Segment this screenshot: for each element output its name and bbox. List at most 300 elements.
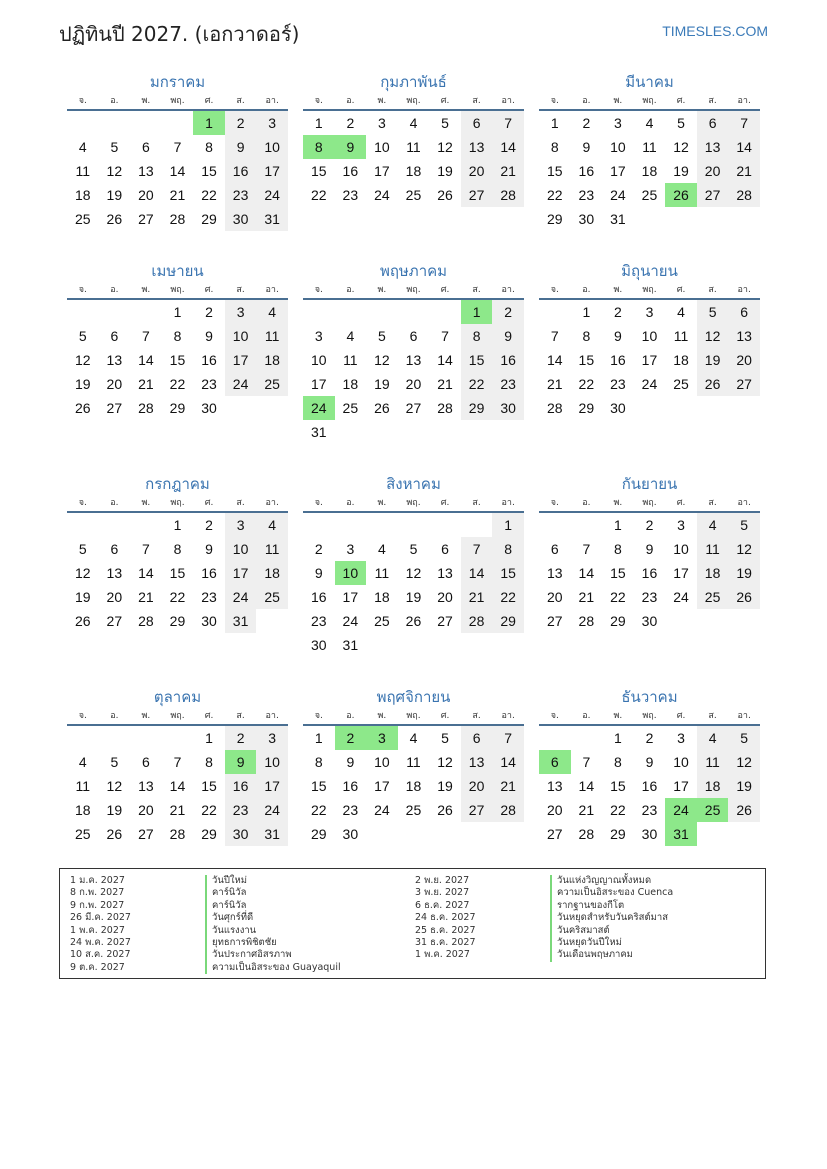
day-cell: 17 (610, 163, 626, 179)
day-cell: 29 (310, 826, 327, 842)
holiday-date: 1 พ.ค. 2027 (70, 924, 125, 936)
day-cell: 16 (492, 348, 524, 372)
day-cell: 18 (697, 561, 729, 585)
empty-cell (162, 111, 194, 135)
day-cell: 25 (74, 211, 91, 227)
day-cell: 10 (225, 537, 257, 561)
day-cell: 9 (645, 754, 654, 770)
day-cell: 9 (225, 750, 257, 774)
holiday-name: ยุทธการพิชิตชัย (205, 937, 341, 949)
weekday-label: อ. (582, 285, 591, 295)
weekday-header (67, 282, 288, 300)
day-cell: 2 (492, 300, 524, 324)
month-name: มิถุนายน (621, 262, 678, 280)
weekday-label: จ. (78, 498, 87, 508)
holiday-name: วันแรงงาน (205, 925, 341, 937)
day-cell: 11 (75, 163, 91, 179)
weekday-label: อ. (110, 285, 119, 295)
day-cell: 9 (225, 135, 257, 159)
empty-cell (99, 513, 131, 537)
day-cell: 8 (205, 139, 213, 155)
weekday-label: ศ. (204, 711, 214, 721)
day-cell: 9 (582, 139, 591, 155)
day-cell: 14 (492, 750, 524, 774)
day-cell: 19 (728, 561, 760, 585)
day-cell: 3 (677, 517, 685, 533)
day-cell: 8 (314, 754, 323, 770)
day-cell: 19 (74, 589, 91, 605)
day-cell: 20 (546, 802, 563, 818)
day-cell: 6 (142, 139, 150, 155)
day-cell: 19 (106, 187, 123, 203)
day-cell: 1 (550, 115, 559, 131)
day-cell: 21 (138, 376, 154, 392)
day-cell: 13 (546, 778, 563, 794)
month-name: มกราคม (149, 73, 206, 91)
weekday-label: จ. (550, 498, 559, 508)
day-cell: 24 (641, 376, 658, 392)
day-cell: 8 (614, 541, 622, 557)
day-cell: 4 (256, 513, 288, 537)
day-cell: 30 (492, 396, 524, 420)
empty-cell (67, 111, 99, 135)
day-cell: 30 (641, 826, 658, 842)
day-cell: 23 (310, 613, 327, 629)
day-cell: 12 (405, 565, 422, 581)
day-cell: 8 (550, 139, 559, 155)
day-cell: 5 (728, 726, 760, 750)
day-cell: 1 (173, 304, 182, 320)
empty-cell (571, 513, 603, 537)
weekday-label: พฤ. (642, 498, 657, 508)
day-cell: 1 (193, 111, 225, 135)
day-cell: 22 (610, 802, 626, 818)
day-cell: 3 (645, 304, 654, 320)
day-cell: 25 (697, 585, 729, 609)
day-cell: 22 (492, 585, 524, 609)
day-cell: 28 (578, 613, 595, 629)
day-cell: 1 (461, 300, 493, 324)
day-cell: 20 (106, 589, 123, 605)
weekday-label: ส. (708, 711, 717, 721)
day-cell: 2 (645, 730, 654, 746)
weekday-label: ศ. (204, 285, 214, 295)
day-cell: 30 (641, 613, 658, 629)
day-cell: 17 (310, 376, 327, 392)
day-cell: 31 (256, 207, 288, 231)
weekday-label: จ. (78, 711, 87, 721)
day-cell: 21 (437, 376, 453, 392)
day-cell: 12 (437, 754, 453, 770)
day-cell: 6 (110, 328, 119, 344)
empty-cell (539, 300, 571, 324)
day-cell: 14 (437, 352, 453, 368)
weekday-label: จ. (314, 96, 323, 106)
day-cell: 31 (610, 211, 626, 227)
day-cell: 7 (441, 328, 449, 344)
day-cell: 14 (138, 565, 154, 581)
day-cell: 16 (201, 352, 217, 368)
day-cell: 10 (673, 541, 689, 557)
weekday-label: จ. (314, 285, 323, 295)
day-cell: 14 (546, 352, 563, 368)
holiday-date: 1 พ.ค. 2027 (415, 949, 470, 961)
weekday-header (303, 93, 524, 111)
day-grid (539, 513, 760, 633)
holiday-name: ความเป็นอิสระของ Guayaquil (205, 962, 341, 974)
day-cell: 11 (75, 778, 91, 794)
day-cell: 12 (728, 750, 760, 774)
month-block (539, 260, 760, 420)
day-cell: 22 (310, 187, 327, 203)
day-cell: 15 (310, 163, 327, 179)
weekday-label: พ. (613, 96, 623, 106)
weekday-label: ส. (708, 498, 717, 508)
day-cell: 31 (310, 424, 327, 440)
day-cell: 3 (225, 513, 257, 537)
day-cell: 16 (310, 589, 327, 605)
day-cell: 18 (342, 376, 359, 392)
day-cell: 2 (335, 726, 367, 750)
day-cell: 31 (256, 822, 288, 846)
day-cell: 12 (106, 163, 123, 179)
day-cell: 4 (697, 726, 729, 750)
day-cell: 15 (310, 778, 327, 794)
day-cell: 18 (74, 802, 91, 818)
day-cell: 23 (610, 376, 626, 392)
weekday-header (539, 495, 760, 513)
day-cell: 3 (256, 111, 288, 135)
day-cell: 28 (169, 826, 186, 842)
day-cell: 21 (169, 187, 186, 203)
day-cell: 3 (346, 541, 355, 557)
day-cell: 12 (697, 324, 729, 348)
day-cell: 18 (256, 561, 288, 585)
day-cell: 17 (256, 774, 288, 798)
day-cell: 19 (405, 589, 422, 605)
day-cell: 7 (173, 139, 182, 155)
weekday-header (303, 708, 524, 726)
month-block (303, 260, 524, 444)
weekday-label: จ. (550, 711, 559, 721)
holiday-date: 6 ธ.ค. 2027 (415, 899, 470, 911)
day-cell: 8 (582, 328, 591, 344)
day-cell: 25 (74, 826, 91, 842)
month-name: กุมภาพันธ์ (380, 73, 447, 91)
month-block (67, 71, 288, 231)
weekday-label: ศ. (204, 96, 214, 106)
holiday-name: รากฐานของกีโต (550, 900, 673, 912)
day-cell: 13 (106, 565, 123, 581)
weekday-label: ศ. (676, 711, 686, 721)
weekday-label: อ. (346, 711, 355, 721)
empty-cell (67, 300, 99, 324)
day-cell: 7 (582, 754, 591, 770)
empty-cell (303, 300, 335, 324)
day-cell: 25 (374, 613, 390, 629)
day-cell: 6 (461, 111, 493, 135)
day-cell: 10 (256, 135, 288, 159)
day-cell: 25 (256, 585, 288, 609)
day-cell: 10 (335, 561, 367, 585)
day-cell: 9 (314, 565, 323, 581)
weekday-label: ส. (236, 498, 245, 508)
weekday-label: ส. (236, 285, 245, 295)
day-cell: 27 (728, 372, 760, 396)
day-cell: 7 (142, 328, 150, 344)
day-cell: 15 (201, 163, 217, 179)
day-grid (539, 726, 760, 846)
day-cell: 12 (74, 565, 91, 581)
day-cell: 14 (461, 561, 493, 585)
day-cell: 23 (492, 372, 524, 396)
day-cell: 27 (405, 400, 422, 416)
day-cell: 22 (310, 802, 327, 818)
day-cell: 20 (437, 589, 453, 605)
day-cell: 22 (610, 589, 626, 605)
day-cell: 13 (405, 352, 422, 368)
holiday-name: วันเดือนพฤษภาคม (550, 949, 673, 961)
day-cell: 24 (342, 613, 359, 629)
day-cell: 21 (461, 585, 493, 609)
day-cell: 17 (225, 348, 257, 372)
empty-cell (539, 513, 571, 537)
day-cell: 29 (610, 613, 626, 629)
day-cell: 1 (614, 730, 622, 746)
day-cell: 9 (205, 541, 213, 557)
day-cell: 28 (138, 400, 154, 416)
day-cell: 10 (374, 139, 390, 155)
day-cell: 13 (437, 565, 453, 581)
weekday-label: อา. (737, 96, 751, 106)
empty-cell (461, 513, 493, 537)
weekday-label: พฤ. (170, 285, 185, 295)
day-cell: 12 (74, 352, 91, 368)
holiday-name: วันหยุดวันปีใหม่ (550, 937, 673, 949)
day-grid (303, 513, 524, 657)
weekday-label: จ. (78, 96, 87, 106)
weekday-header (67, 708, 288, 726)
day-cell: 3 (225, 300, 257, 324)
day-cell: 5 (728, 513, 760, 537)
weekday-header (539, 708, 760, 726)
weekday-label: จ. (314, 498, 323, 508)
empty-cell (335, 300, 367, 324)
day-cell: 17 (374, 163, 390, 179)
day-cell: 4 (409, 730, 418, 746)
day-cell: 18 (74, 187, 91, 203)
day-cell: 20 (138, 802, 154, 818)
holiday-date: 9 ก.พ. 2027 (70, 899, 125, 911)
day-cell: 1 (614, 517, 622, 533)
day-cell: 14 (578, 778, 595, 794)
day-cell: 11 (697, 750, 729, 774)
weekday-label: อ. (582, 711, 591, 721)
day-grid (539, 300, 760, 420)
day-cell: 31 (665, 822, 697, 846)
day-cell: 3 (366, 726, 398, 750)
empty-cell (99, 111, 131, 135)
weekday-label: ศ. (204, 498, 214, 508)
day-cell: 4 (645, 115, 654, 131)
weekday-label: พ. (377, 96, 387, 106)
weekday-label: อา. (501, 285, 515, 295)
day-cell: 23 (578, 187, 595, 203)
month-name: พฤษภาคม (379, 262, 448, 280)
weekday-label: ส. (472, 498, 481, 508)
weekday-label: อา. (737, 285, 751, 295)
day-cell: 4 (78, 754, 87, 770)
holiday-date: 25 ธ.ค. 2027 (415, 924, 476, 936)
day-cell: 3 (256, 726, 288, 750)
day-cell: 17 (673, 565, 689, 581)
day-cell: 29 (461, 396, 493, 420)
month-name: กรกฎาคม (145, 475, 210, 493)
day-cell: 16 (641, 565, 658, 581)
day-grid (67, 726, 288, 846)
month-block (303, 473, 524, 657)
day-cell: 19 (673, 163, 689, 179)
day-cell: 26 (437, 187, 453, 203)
day-cell: 21 (578, 589, 595, 605)
day-cell: 29 (201, 826, 217, 842)
day-grid (67, 513, 288, 633)
day-cell: 28 (461, 609, 493, 633)
day-cell: 20 (138, 187, 154, 203)
day-cell: 13 (461, 750, 493, 774)
day-cell: 11 (343, 352, 358, 368)
day-cell: 23 (641, 802, 658, 818)
weekday-header (539, 282, 760, 300)
day-cell: 14 (169, 163, 186, 179)
day-cell: 21 (492, 159, 524, 183)
weekday-label: อา. (501, 96, 515, 106)
month-block (303, 686, 524, 846)
day-cell: 3 (314, 328, 323, 344)
day-cell: 21 (169, 802, 186, 818)
day-cell: 11 (256, 324, 288, 348)
day-cell: 24 (610, 187, 626, 203)
day-cell: 13 (728, 324, 760, 348)
day-cell: 25 (256, 372, 288, 396)
day-cell: 4 (697, 513, 729, 537)
holiday-name: วันแห่งวิญญาณทั้งหมด (550, 875, 673, 887)
day-cell: 1 (205, 730, 213, 746)
weekday-label: อา. (265, 711, 279, 721)
day-cell: 28 (546, 400, 563, 416)
day-cell: 7 (492, 726, 524, 750)
day-cell: 8 (614, 754, 622, 770)
day-cell: 19 (106, 802, 123, 818)
day-cell: 19 (728, 774, 760, 798)
weekday-label: ส. (472, 285, 481, 295)
day-cell: 27 (138, 211, 154, 227)
holiday-date: 31 ธ.ค. 2027 (415, 937, 476, 949)
day-cell: 8 (303, 135, 335, 159)
month-block (539, 686, 760, 846)
day-cell: 26 (437, 802, 453, 818)
day-cell: 17 (374, 778, 390, 794)
weekday-label: อ. (346, 498, 355, 508)
day-cell: 5 (378, 328, 386, 344)
month-block (67, 260, 288, 420)
weekday-label: พ. (377, 285, 387, 295)
day-cell: 13 (106, 352, 123, 368)
day-cell: 6 (728, 300, 760, 324)
day-cell: 29 (546, 211, 563, 227)
holiday-date: 3 พ.ย. 2027 (415, 887, 470, 899)
day-cell: 18 (374, 589, 390, 605)
day-cell: 2 (205, 517, 213, 533)
day-cell: 17 (673, 778, 689, 794)
day-cell: 23 (641, 589, 658, 605)
empty-cell (366, 513, 398, 537)
weekday-label: อ. (582, 498, 591, 508)
weekday-label: อ. (582, 96, 591, 106)
empty-cell (130, 111, 162, 135)
day-cell: 14 (492, 135, 524, 159)
day-cell: 15 (169, 352, 186, 368)
day-cell: 25 (697, 798, 729, 822)
day-cell: 28 (578, 826, 595, 842)
month-name: ตุลาคม (153, 688, 202, 706)
weekday-header (303, 282, 524, 300)
day-cell: 27 (546, 826, 563, 842)
day-cell: 16 (578, 163, 595, 179)
day-cell: 20 (461, 774, 493, 798)
day-cell: 15 (546, 163, 563, 179)
day-cell: 9 (205, 328, 213, 344)
day-cell: 4 (346, 328, 355, 344)
day-cell: 2 (582, 115, 591, 131)
page-title: ปฏิทินปี 2027. (เอกวาดอร์) (59, 22, 300, 46)
day-cell: 3 (677, 730, 685, 746)
day-cell: 21 (492, 774, 524, 798)
day-cell: 24 (225, 372, 257, 396)
empty-cell (99, 300, 131, 324)
day-cell: 21 (728, 159, 760, 183)
day-cell: 6 (409, 328, 418, 344)
weekday-label: อ. (110, 96, 119, 106)
holiday-name: ความเป็นอิสระของ Cuenca (550, 887, 673, 899)
month-name: กันยายน (621, 475, 678, 493)
day-cell: 26 (106, 211, 123, 227)
day-cell: 10 (641, 328, 658, 344)
day-cell: 30 (225, 207, 257, 231)
day-cell: 27 (697, 183, 729, 207)
brand-link[interactable]: TIMESLES.COM (662, 23, 768, 39)
weekday-label: ศ. (440, 711, 450, 721)
day-cell: 18 (405, 163, 422, 179)
weekday-label: อ. (110, 498, 119, 508)
holiday-names-left (205, 875, 341, 974)
weekday-label: อา. (737, 711, 751, 721)
day-cell: 14 (728, 135, 760, 159)
day-cell: 11 (697, 537, 729, 561)
day-cell: 27 (106, 613, 123, 629)
day-cell: 27 (461, 798, 493, 822)
day-cell: 8 (173, 328, 182, 344)
holiday-dates-left (70, 875, 131, 974)
day-cell: 2 (346, 115, 355, 131)
weekday-label: พ. (141, 96, 151, 106)
day-cell: 24 (256, 183, 288, 207)
day-cell: 20 (461, 159, 493, 183)
day-cell: 30 (310, 637, 327, 653)
empty-cell (571, 726, 603, 750)
weekday-label: พ. (377, 711, 387, 721)
day-cell: 15 (169, 565, 186, 581)
